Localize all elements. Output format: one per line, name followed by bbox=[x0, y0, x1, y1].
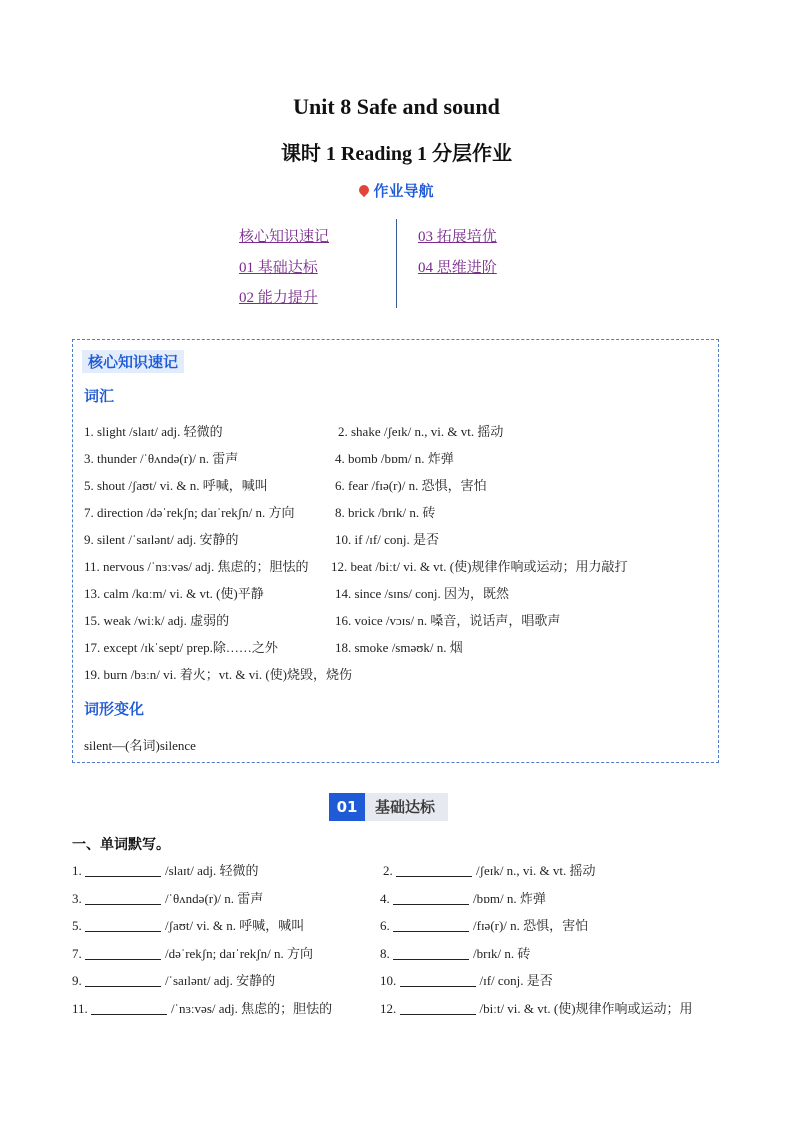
vocab-item: 6. fear /fɪə(r)/ n. 恐惧，害怕 bbox=[335, 478, 487, 493]
answer-blank[interactable] bbox=[85, 947, 161, 960]
exercise-item bbox=[380, 915, 588, 934]
vocab-item: 3. thunder /ˈθʌndə(r)/ n. 雷声 bbox=[84, 451, 239, 466]
answer-blank[interactable] bbox=[85, 974, 161, 987]
exercise-number: 8. bbox=[380, 946, 390, 961]
vocab-item: 15. weak /wiːk/ adj. 虚弱的 bbox=[84, 613, 230, 628]
exercise-prompt: /dəˈrekʃn; daɪˈrekʃn/ n. 方向 bbox=[165, 946, 314, 961]
vocab-item: 17. except /ɪkˈsept/ prep.除……之外 bbox=[84, 640, 278, 655]
nav-divider bbox=[396, 219, 397, 308]
nav-link-basic[interactable]: 01 基础达标 bbox=[239, 260, 318, 276]
exercise-number: 1. bbox=[72, 863, 82, 878]
nav-link-extension[interactable]: 03 拓展培优 bbox=[418, 229, 497, 245]
exercise-number: 6. bbox=[380, 918, 390, 933]
exercise-item bbox=[380, 943, 530, 962]
vocab-item: 16. voice /vɔɪs/ n. 嗓音，说话声，唱歌声 bbox=[335, 613, 561, 628]
vocab-item: 12. beat /biːt/ vi. & vt. (使)规律作响或运动；用力敲打 bbox=[331, 559, 628, 574]
answer-blank[interactable] bbox=[393, 892, 469, 905]
exercise-item bbox=[72, 860, 259, 879]
question-title: 一、单词默写。 bbox=[72, 838, 170, 853]
vocab-item: 19. burn /bɜːn/ vi. 着火；vt. & vi. (使)烧毁，烧伤 bbox=[84, 667, 352, 682]
answer-blank[interactable] bbox=[393, 919, 469, 932]
answer-blank[interactable] bbox=[396, 864, 472, 877]
section-label: 基础达标 bbox=[365, 793, 448, 821]
answer-blank[interactable] bbox=[85, 919, 161, 932]
answer-blank[interactable] bbox=[400, 974, 476, 987]
section-01-banner bbox=[329, 793, 448, 821]
answer-blank[interactable] bbox=[393, 947, 469, 960]
exercise-item bbox=[72, 998, 332, 1017]
nav-title: 作业导航 bbox=[373, 182, 434, 200]
lesson-subtitle: 课时 1 Reading 1 分层作业 bbox=[280, 143, 513, 165]
exercise-item bbox=[380, 970, 553, 989]
exercise-item bbox=[380, 888, 546, 907]
vocab-item: 10. if /ɪf/ conj. 是否 bbox=[335, 532, 439, 547]
exercise-prompt: /ʃaʊt/ vi. & n. 呼喊，喊叫 bbox=[165, 918, 305, 933]
vocab-item: 7. direction /dəˈrekʃn; daɪˈrekʃn/ n. 方向 bbox=[84, 505, 295, 520]
vocab-item: 4. bomb /bɒm/ n. 炸弹 bbox=[335, 451, 454, 466]
vocab-item: 11. nervous /ˈnɜːvəs/ adj. 焦虑的；胆怯的 bbox=[84, 559, 309, 574]
vocab-item: 13. calm /kɑːm/ vi. & vt. (使)平静 bbox=[84, 586, 264, 601]
exercise-prompt: /ˈsaɪlənt/ adj. 安静的 bbox=[165, 973, 276, 988]
exercise-prompt: /biːt/ vi. & vt. (使)规律作响或运动；用 bbox=[479, 1001, 693, 1016]
homework-navigation-heading bbox=[0, 180, 793, 201]
exercise-number: 10. bbox=[380, 973, 397, 988]
answer-blank[interactable] bbox=[85, 864, 161, 877]
vocab-item: 8. brick /brɪk/ n. 砖 bbox=[335, 505, 436, 520]
nav-link-thinking[interactable]: 04 思维进阶 bbox=[418, 260, 497, 276]
exercise-number: 3. bbox=[72, 891, 82, 906]
vocab-heading: 词汇 bbox=[84, 387, 115, 405]
exercise-number: 4. bbox=[380, 891, 390, 906]
nav-link-core-knowledge[interactable]: 核心知识速记 bbox=[239, 229, 330, 245]
vocab-item: 18. smoke /sməʊk/ n. 烟 bbox=[335, 640, 463, 655]
answer-blank[interactable] bbox=[91, 1002, 167, 1015]
nav-link-ability[interactable]: 02 能力提升 bbox=[239, 290, 318, 306]
exercise-item bbox=[72, 943, 313, 962]
exercise-number: 9. bbox=[72, 973, 82, 988]
exercise-prompt: /ˈθʌndə(r)/ n. 雷声 bbox=[165, 891, 264, 906]
location-pin-icon bbox=[357, 183, 371, 197]
section-number: 01 bbox=[329, 793, 365, 821]
exercise-item bbox=[380, 998, 693, 1017]
exercise-prompt: /brɪk/ n. 砖 bbox=[473, 946, 531, 961]
word-form-line: silent—(名词)silence bbox=[84, 738, 196, 753]
exercise-prompt: /bɒm/ n. 炸弹 bbox=[473, 891, 546, 906]
vocab-item: 1. slight /slaɪt/ adj. 轻微的 bbox=[84, 424, 223, 439]
exercise-number: 5. bbox=[72, 918, 82, 933]
exercise-prompt: /slaɪt/ adj. 轻微的 bbox=[165, 863, 259, 878]
exercise-prompt: /ˈnɜːvəs/ adj. 焦虑的；胆怯的 bbox=[171, 1001, 333, 1016]
word-form-heading: 词形变化 bbox=[84, 700, 145, 718]
core-knowledge-heading: 核心知识速记 bbox=[82, 350, 184, 373]
exercise-prompt: /ʃeɪk/ n., vi. & vt. 摇动 bbox=[476, 863, 596, 878]
vocab-item: 9. silent /ˈsaɪlənt/ adj. 安静的 bbox=[84, 532, 239, 547]
exercise-prompt: /ɪf/ conj. 是否 bbox=[479, 973, 553, 988]
exercise-item bbox=[72, 888, 263, 907]
vocab-item: 2. shake /ʃeɪk/ n., vi. & vt. 摇动 bbox=[338, 424, 504, 439]
answer-blank[interactable] bbox=[85, 892, 161, 905]
exercise-item bbox=[72, 970, 275, 989]
vocab-item: 5. shout /ʃaʊt/ vi. & n. 呼喊，喊叫 bbox=[84, 478, 268, 493]
vocab-item: 14. since /sɪns/ conj. 因为，既然 bbox=[335, 586, 510, 601]
core-knowledge-box bbox=[72, 339, 719, 763]
exercise-item bbox=[383, 860, 596, 879]
exercise-number: 7. bbox=[72, 946, 82, 961]
exercise-number: 12. bbox=[380, 1001, 397, 1016]
document-title: Unit 8 Safe and sound bbox=[293, 94, 500, 119]
exercise-prompt: /fɪə(r)/ n. 恐惧，害怕 bbox=[473, 918, 589, 933]
exercise-number: 2. bbox=[383, 863, 393, 878]
exercise-number: 11. bbox=[72, 1001, 88, 1016]
answer-blank[interactable] bbox=[400, 1002, 476, 1015]
exercise-item bbox=[72, 915, 304, 934]
